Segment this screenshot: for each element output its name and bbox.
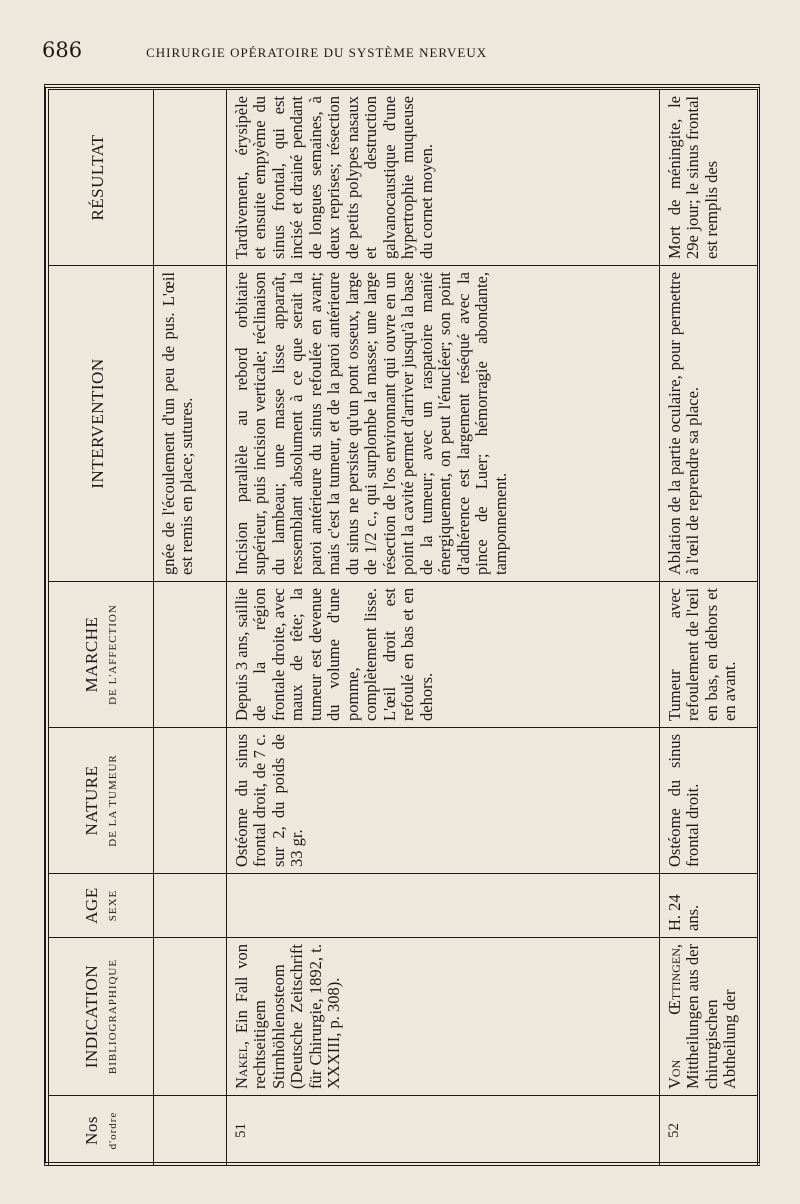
row-number: 51 xyxy=(227,1096,660,1166)
page-number: 686 xyxy=(42,38,83,62)
col-header-indication: INDICATION BIBLIOGRAPHIQUE xyxy=(49,938,154,1096)
col-header-age: AGE SEXE xyxy=(49,874,154,938)
table-header-row xyxy=(49,90,154,1166)
col-header-resultat: RÉSULTAT xyxy=(49,90,154,266)
intervention-text: Ablation de la partie oculaire, pour permettre à l'œil de reprendre sa place. xyxy=(660,266,758,582)
col-header-number: Nos d'ordre xyxy=(49,1096,154,1166)
tumor-table xyxy=(48,89,758,1166)
age-sex xyxy=(227,874,660,938)
author-name: Von Œttingen xyxy=(665,948,684,1089)
table-row xyxy=(660,90,758,1166)
rotated-table-wrapper xyxy=(48,90,758,1166)
page-header xyxy=(42,38,762,68)
author-name: Nakel xyxy=(232,1045,251,1089)
col-header-intervention: INTERVENTION xyxy=(49,266,154,582)
table-frame xyxy=(44,84,760,1166)
tumor-nature: Ostéome du sinus frontal droit. xyxy=(660,728,758,874)
result-text: Mort de méningite, le 29e jour; le sinus frontal est remplis des xyxy=(660,90,758,266)
disease-course: Tumeur avec refoulement de l'œil en bas, en dehors et en avant. xyxy=(660,582,758,728)
age-sex: H. 24 ans. xyxy=(660,874,758,938)
continuation-row xyxy=(154,90,227,1166)
table-row xyxy=(227,90,660,1166)
bibliographic-reference: Von Œttingen, Mittheilungen aus der chirurgischen Abtheilung der xyxy=(660,938,758,1096)
continuation-intervention: gnée de l'écoulement d'un peu de pus. L'œil est remis en place; sutures. xyxy=(154,266,227,582)
bibliographic-reference: Nakel, Ein Fall von rechtseitigem Stirnhöhlenosteom (Deutsche Zeitschrift für Chirurgie, 1892, t. XXXIII, p. 308). xyxy=(227,938,660,1096)
row-number: 52 xyxy=(660,1096,758,1166)
disease-course: Depuis 3 ans, saillie de la région frontale droite, avec maux de tête; la tumeur est devenue du volume d'une pomme, complètement lisse. L'œil droit est refoulé en bas et en dehors. xyxy=(227,582,660,728)
tumor-nature: Ostéome du sinus frontal droit, de 7 c. sur 2, du poids de 33 gr. xyxy=(227,728,660,874)
col-header-marche: MARCHE DE L'AFFECTION xyxy=(49,582,154,728)
intervention-text: Incision parallèle au rebord orbitaire supérieur, puis incision verticale; réclinaison du lambeau; une masse lisse apparaît, ressemblant absolument à ce que serait la paroi antérieure du sinus refoulée en avant; mais c'est la tumeur, et de la paroi antérieure du sinus ne persiste qu'un pont osseux, large de 1/2 c., qui surplombe la masse; une large résection de l'os environnant qui ouvre en un point la cavité permet d'arriver jusqu'à la base de la tumeur; avec un raspatoire manié énergiquement, on peut l'énucléer; son point d'adhérence est largement réséqué avec la pince de Luer; hémorragie abondante, tamponnement. xyxy=(227,266,660,582)
reference-text: Mittheilungen aus der chirurgischen Abtheilung der xyxy=(683,944,740,1089)
col-header-nature: NATURE DE LA TUMEUR xyxy=(49,728,154,874)
running-title: CHIRURGIE OPÉRATOIRE DU SYSTÈME NERVEUX xyxy=(146,45,488,60)
result-text: Tardivement, érysipèle et ensuite empyème du sinus frontal, qui est incisé et drainé pendant de longues semaines, à deux reprises; résection de petits polypes nasaux et destruction galvanocaustique d'une hypertrophie muqueuse du cornet moyen. xyxy=(227,90,660,266)
reference-text: Ein Fall von rechtseitigem Stirnhöhlenosteom (Deutsche Zeitschrift für Chirurgie, 1892, t. XXXIII, p. 308). xyxy=(232,944,344,1089)
